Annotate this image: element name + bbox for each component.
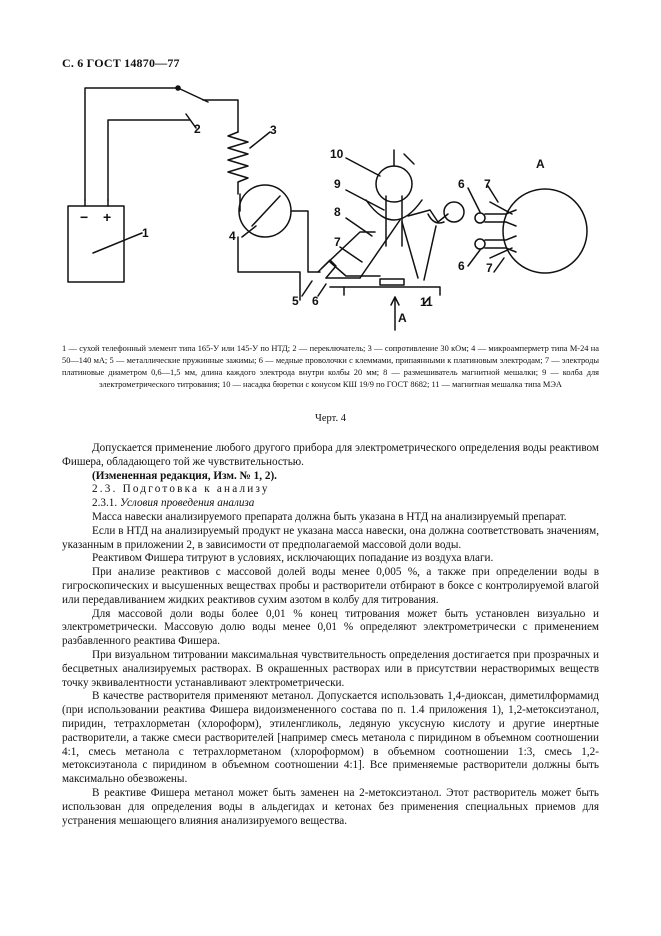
paragraph: Реактивом Фишера титруют в условиях, исключающих попадание из воздуха влаги. bbox=[92, 552, 494, 565]
label-a-section: А bbox=[536, 157, 545, 171]
label-5: 5 bbox=[292, 294, 299, 308]
paragraph: В реактиве Фишера метанол может быть заменен на 2-метоксиэтанол. Этот растворитель может быть использован для определения воды в альдегидах и кетонах без применения специальных приемов для устранения мешающего влияния анализируемого вещества. bbox=[62, 786, 599, 827]
label-6-top: 6 bbox=[458, 177, 465, 191]
apparatus-diagram bbox=[0, 0, 661, 340]
battery-minus: − bbox=[80, 209, 89, 225]
subsection-heading bbox=[62, 497, 599, 511]
subsection-title: Условия проведения анализа bbox=[119, 497, 255, 510]
flask-bulb bbox=[376, 166, 412, 202]
label-1: 1 bbox=[142, 226, 149, 240]
paragraph: Если в НТД на анализируемый продукт не указана масса навески, она должна соответствовать значениям, указанным в приложении 2, в зависимости от предполагаемой массовой доли воды. bbox=[62, 524, 599, 551]
body-text bbox=[62, 442, 599, 828]
label-10: 10 bbox=[330, 147, 344, 161]
label-8: 8 bbox=[334, 205, 341, 219]
section-a-circle bbox=[503, 189, 587, 273]
paragraph: При анализе реактивов с массовой долей воды менее 0,005 %, а также при определении воды в гигроскопических и высушенных веществах пробы и растворители отбирают в боксе с контролируемой влагой или передавливанием жидких реактивов сухим азотом в колбу для титрования. bbox=[62, 566, 599, 606]
figure-caption: 1 — сухой телефонный элемент типа 165-У или 145-У по НТД; 2 — переключатель; 3 — сопротивление 30 кОм; 4 — микроамперметр типа М-24 на 50—140 мА; 5 — металлические пружинные зажимы; 6 — медные проволочки с клеммами, припаянными к платиновым электродам; 7 — электроды платиновые диаметром 0,6—1,5 мм, длина каждого электрода внутри колбы 20 мм; 8 — размешиватель магнитной мешалки; 9 — колба для электрометрического титрования; 10 — насадка бюретки с конусом КШ 19/9 по ГОСТ 8682; 11 — магнитная мешалка типа МЭА bbox=[62, 344, 599, 389]
side-bulb bbox=[444, 202, 464, 222]
label-7-top: 7 bbox=[484, 177, 491, 191]
apparatus-drawing bbox=[0, 0, 661, 340]
wire-to-resistor bbox=[203, 100, 238, 132]
label-6: 6 bbox=[312, 294, 319, 308]
label-2: 2 bbox=[194, 122, 201, 136]
label-7-bottom: 7 bbox=[486, 261, 493, 275]
subsection-number: 2.3.1. bbox=[92, 497, 118, 510]
label-11: 11 bbox=[420, 295, 433, 309]
label-6-bottom: 6 bbox=[458, 259, 465, 273]
paragraph: В качестве растворителя применяют метанол. Допускается использовать 1,4-диоксан, диметилформамид (при использовании реактива Фишера видоизмененного состава по п. 1.4 приложения 1), 1,2-метоксиэтанол, пиридин, тетрахлорметан (хлороформ), этиленгликоль, ледяную уксусную кислоту и другие инертные растворители, а также смеси растворителей [например смесь метанола с пиридином в объемном соотношении 4:1, смесь метанола с тетрахлорметаном (хлороформом) в объемном соотношении 1:3, смесь 1,2-метоксиэтанола с пиридином в объемном соотношении 4:1]. Все применяемые растворители должны быть максимально обезвожены. bbox=[62, 690, 599, 786]
page-header: С. 6 ГОСТ 14870—77 bbox=[62, 56, 180, 70]
paragraph: Допускается применение любого другого прибора для электрометрического определения воды реактивом Фишера, обладающего той же чувствительностью. bbox=[62, 442, 599, 468]
amendment-note: (Измененная редакция, Изм. № 1, 2). bbox=[92, 469, 277, 482]
battery-plus: + bbox=[103, 209, 112, 225]
label-a-arrow: А bbox=[398, 311, 407, 325]
figure-title: Черт. 4 bbox=[315, 413, 346, 424]
label-9: 9 bbox=[334, 177, 341, 191]
section-heading: 2.3. Подготовка к анализу bbox=[92, 483, 270, 496]
paragraph: При визуальном титровании максимальная чувствительность определения достигается при прозрачных и бесцветных анализируемых растворах. В окрашенных растворах или в присутствии нерастворимых веществ точку эквивалентности устанавливают электрометрически. bbox=[62, 648, 599, 689]
paragraph: Для массовой доли воды более 0,01 % конец титрования может быть установлен визуально и электрометрически. Массовую долю воды менее 0,01 % определяют электрометрически с применением разбавленного реактива Фишера. bbox=[62, 607, 599, 648]
label-4: 4 bbox=[229, 229, 236, 243]
resistor bbox=[228, 132, 248, 194]
wire-top bbox=[85, 88, 178, 200]
label-7: 7 bbox=[334, 235, 341, 249]
paragraph: Масса навески анализируемого препарата должна быть указана в НТД на анализируемый препарат. bbox=[92, 510, 567, 523]
label-3: 3 bbox=[270, 123, 277, 137]
